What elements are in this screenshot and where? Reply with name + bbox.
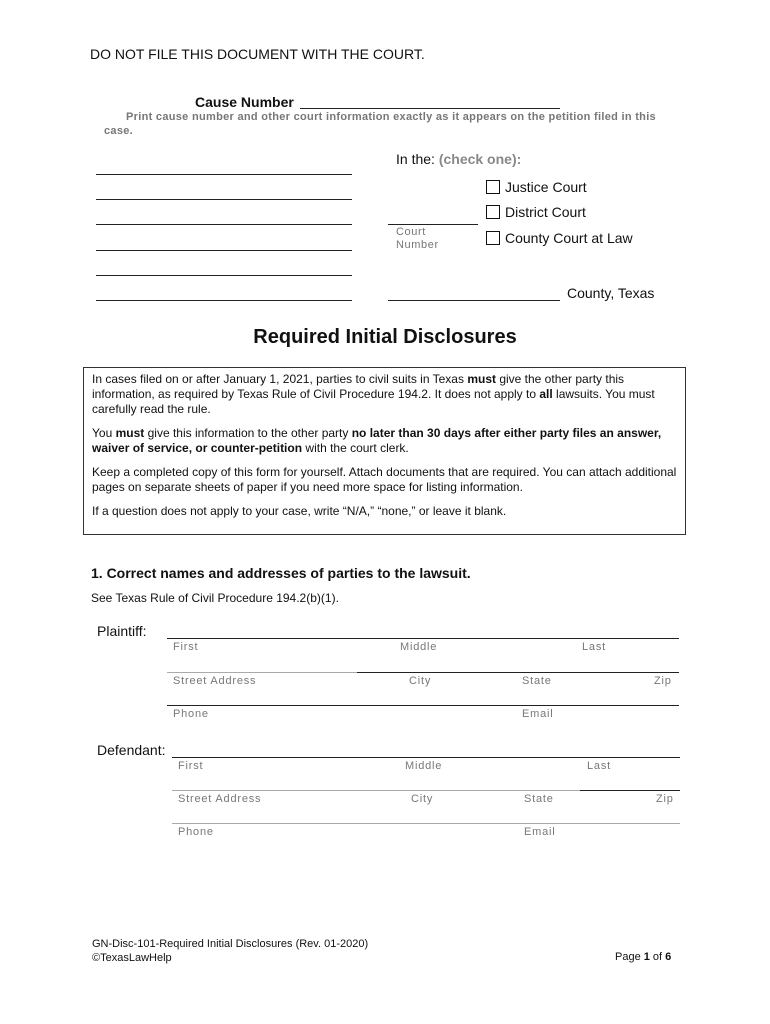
page-of: of [649, 951, 666, 963]
notice-p1-bold-all: all [539, 387, 553, 401]
page-number: 1 [643, 951, 650, 963]
plaintiff-phone-email-line [167, 705, 679, 706]
plaintiff-last-label: Last [582, 641, 606, 653]
justice-court-checkbox[interactable] [486, 180, 500, 194]
document-title: Required Initial Disclosures [253, 326, 517, 348]
court-number-line [388, 224, 478, 225]
notice-p1-text-e: lawsuits. You must carefully read the rule. [92, 387, 655, 416]
defendant-zip-line [580, 790, 680, 791]
county-field[interactable] [388, 282, 560, 300]
cause-number-label: Cause Number [195, 94, 294, 110]
county-line [388, 300, 560, 301]
plaintiff-contact-field[interactable] [167, 687, 679, 705]
notice-paragraph-4: If a question does not apply to your case, write “N/A,” “none,” or leave it blank. [92, 504, 507, 518]
page-prefix: Page [615, 951, 644, 963]
notice-p1-text-c: give the other party this information, as required by Texas Rule of Civil Procedure 194.2. It does not apply to [92, 372, 625, 401]
instruction-text-cont: case. [104, 125, 134, 137]
footer-copyright: ©TexasLawHelp [92, 952, 172, 964]
plaintiff-middle-label: Middle [400, 641, 438, 653]
section-1-subtext: See Texas Rule of Civil Procedure 194.2(b)(1). [91, 591, 339, 605]
in-the-text: In the: [396, 151, 435, 167]
plaintiff-email-label: Email [522, 708, 554, 720]
party-line-5 [96, 275, 352, 276]
notice-paragraph-1 [92, 372, 677, 417]
plaintiff-label: Plaintiff: [97, 623, 147, 639]
notice-p2-bold-deadline: no later than 30 days after either party files an answer, waiver of service, or counter-petition [92, 426, 662, 455]
defendant-zip-label: Zip [656, 793, 674, 805]
defendant-city-label: City [411, 793, 434, 805]
notice-p2-text-c: give this information to the other party [144, 426, 352, 440]
plaintiff-name-line [167, 638, 679, 639]
defendant-contact-field[interactable] [172, 805, 680, 823]
defendant-street-line [172, 790, 580, 791]
defendant-street-label: Street Address [178, 793, 262, 805]
page-total: 6 [665, 951, 672, 963]
cause-number-field[interactable] [300, 90, 560, 108]
defendant-middle-label: Middle [405, 760, 443, 772]
defendant-label: Defendant: [97, 742, 166, 758]
plaintiff-first-label: First [173, 641, 199, 653]
county-court-at-law-label: County Court at Law [505, 230, 633, 246]
in-the-label [396, 151, 521, 167]
defendant-phone-email-line [172, 823, 680, 824]
plaintiff-city-state-zip-line [357, 672, 679, 673]
party-line-3 [96, 224, 352, 225]
party-line-2 [96, 199, 352, 200]
party-line-4 [96, 250, 352, 251]
plaintiff-address-field[interactable] [167, 654, 679, 672]
defendant-first-label: First [178, 760, 204, 772]
plaintiff-phone-label: Phone [173, 708, 209, 720]
party-line-1 [96, 174, 352, 175]
justice-court-label: Justice Court [505, 179, 587, 195]
defendant-address-field[interactable] [172, 772, 680, 790]
notice-paragraph-2 [92, 426, 677, 456]
instruction-text: Print cause number and other court information exactly as it appears on the petition filed in this [126, 111, 656, 123]
notice-p1-text-a: In cases filed on or after January 1, 2021, parties to civil suits in Texas [92, 372, 468, 386]
district-court-label: District Court [505, 204, 586, 220]
county-texas-label: County, Texas [567, 285, 655, 301]
defendant-name-line [172, 757, 680, 758]
notice-p2-bold-must: must [115, 426, 145, 440]
defendant-name-field[interactable] [172, 739, 680, 757]
defendant-phone-label: Phone [178, 826, 214, 838]
defendant-state-label: State [524, 793, 554, 805]
do-not-file-warning: DO NOT FILE THIS DOCUMENT WITH THE COURT. [90, 46, 425, 62]
plaintiff-name-field[interactable] [167, 620, 679, 638]
cause-number-line [300, 108, 560, 109]
notice-p2-text-a: You [92, 426, 116, 440]
party-line-6 [96, 300, 352, 301]
court-label: Court [396, 226, 426, 238]
plaintiff-street-label: Street Address [173, 675, 257, 687]
section-1-heading: 1. Correct names and addresses of parties to the lawsuit. [91, 565, 471, 581]
defendant-email-label: Email [524, 826, 556, 838]
notice-box [83, 367, 686, 535]
plaintiff-state-label: State [522, 675, 552, 687]
number-label: Number [396, 239, 439, 251]
notice-p1-bold-must: must [467, 372, 496, 386]
plaintiff-street-line [167, 672, 357, 673]
court-number-field[interactable] [388, 206, 478, 224]
check-one-text: (check one): [438, 151, 522, 167]
defendant-last-label: Last [587, 760, 611, 772]
plaintiff-city-label: City [409, 675, 432, 687]
county-court-at-law-checkbox[interactable] [486, 231, 500, 245]
district-court-checkbox[interactable] [486, 205, 500, 219]
footer-form-id: GN-Disc-101-Required Initial Disclosures (Rev. 01-2020) [92, 938, 369, 950]
notice-paragraph-3: Keep a completed copy of this form for yourself. Attach documents that are required. You can attach additional pages on separate sheets of paper if you need more space for listing information. [92, 465, 677, 494]
page-indicator [615, 951, 671, 963]
notice-p2-text-e: with the court clerk. [302, 441, 409, 455]
plaintiff-zip-label: Zip [654, 675, 672, 687]
